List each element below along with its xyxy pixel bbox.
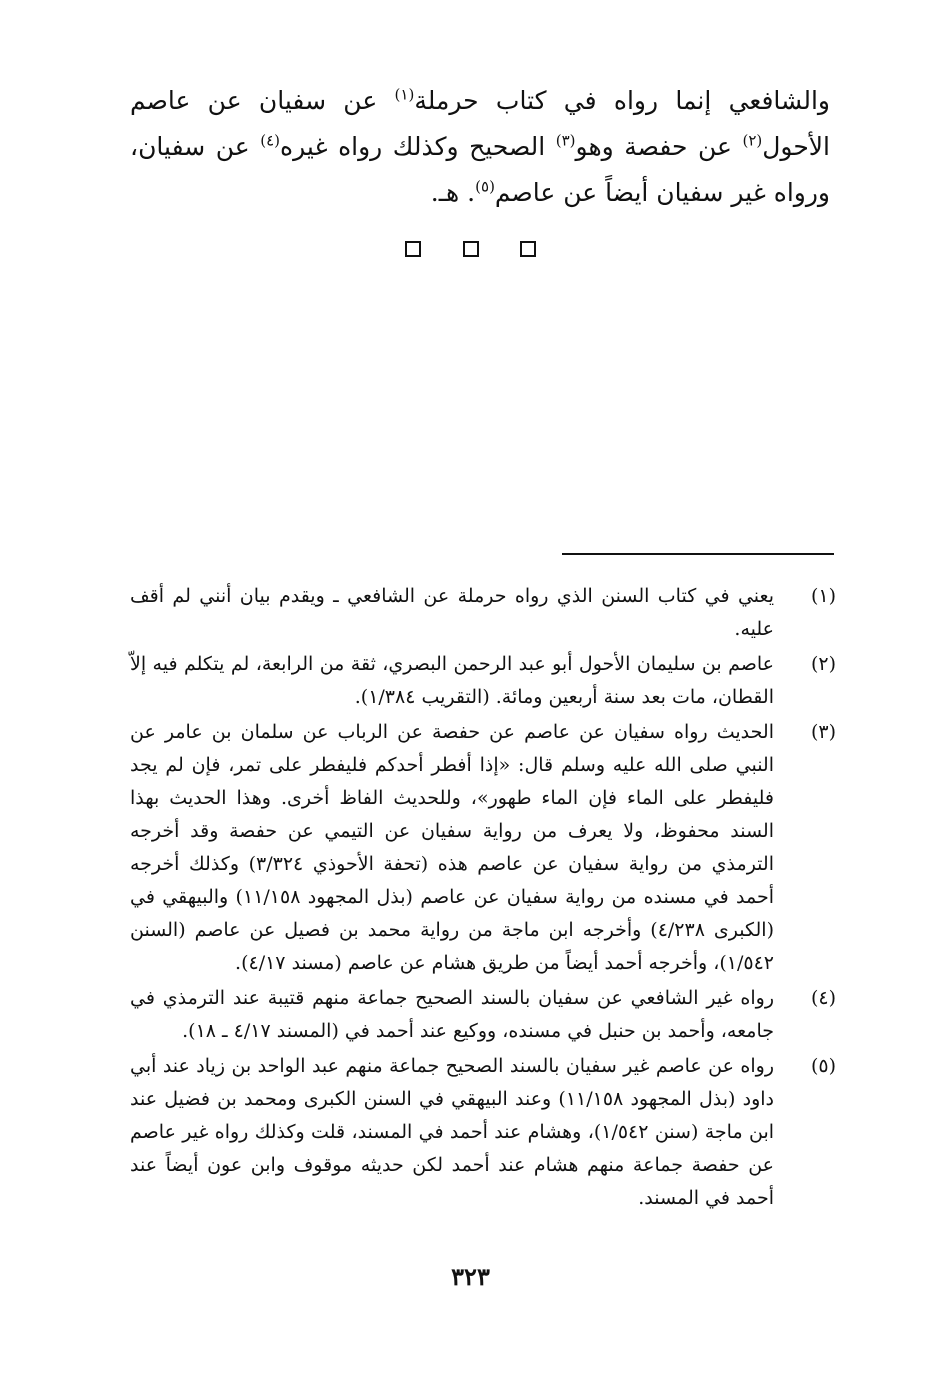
main-text-segment: والشافعي إنما رواه في كتاب حرملة [414,86,830,115]
main-text-segment: عن سفيان عن عاصم الأحول [130,86,830,161]
main-text-segment: عن حفصة وهو [575,132,743,161]
footnote-ref-3: (٣) [555,131,576,150]
footnote-number: (٥) [810,1055,836,1077]
footnote-ref-5: (٥) [475,177,495,196]
footnote-text: يعني في كتاب السنن الذي رواه حرملة عن الشافعي ـ ويقدم بيان أنني لم أقف عليه. [130,585,774,640]
main-text-segment: عن سفيان، ورواه غير سفيان أيضاً عن عاصم [130,132,830,207]
footnote-divider [562,553,834,555]
footnote-ref-1: (١) [394,85,415,104]
footnote-text: الحديث رواه سفيان عن عاصم عن حفصة عن الرباب عن سلمان بن عامر عن النبي صلى الله عليه وسلم قال: «إذا أفطر أحدكم فليفطر على تمر، فإن لم يجد فليفطر على الماء فإن الماء طهور»، وللحديث الفاظ أخرى. وهذا الحديث بهذا السند محفوظ، ولا يعرف من رواية سفيان عن التيمي عن حفصة وقد أخرجه الترمذي من رواية سفيان عن عاصم هذه (تحفة الأحوذي ٣/٣٢٤) وكذلك أخرجه أحمد في مسنده من رواية سفيان عن عاصم (بذل المجهود ١١/١٥٨) والبيهقي في (الكبرى ٤/٢٣٨) وأخرجه ابن ماجة من رواية محمد بن فصيل عن عاصم (السنن ١/٥٤٢)، وأخرجه أحمد أيضاً من طريق هشام عن عاصم (مسند ٤/١٧). [130,721,775,974]
footnote-item [130,580,836,646]
footnote-item [130,648,836,714]
footnote-text: عاصم بن سليمان الأحول أبو عبد الرحمن البصري، ثقة من الرابعة، لم يتكلم فيه إلاّ القطان، مات بعد سنة أربعين ومائة. (التقريب ١/٣٨٤). [130,653,774,708]
square-ornament-icon [463,241,479,257]
main-text-segment: الصحيح وكذلك رواه غيره [280,132,556,161]
page-number: ٣٢٣ [451,1262,490,1291]
footnote-number: (٤) [810,987,836,1009]
footnote-ref-4: (٤) [260,131,281,150]
footnotes-section [130,580,836,1217]
main-text-segment: . هـ. [430,178,476,207]
footnote-item [130,982,836,1048]
section-separator [0,238,941,257]
footnote-ref-2: (٢) [742,131,763,150]
footnote-item [130,1050,836,1215]
main-paragraph [130,78,830,216]
square-ornament-icon [520,241,536,257]
footnote-text: رواه عن عاصم غير سفيان بالسند الصحيح جماعة منهم عبد الواحد بن زياد عند أبي داود (بذل المجهود ١١/١٥٨) وعند البيهقي في السنن الكبرى ومحمد بن فضيل عند ابن ماجة (سنن ١/٥٤٢)، وهشام عند أحمد في المسند، قلت وكذلك رواه غير عاصم عن حفصة جماعة منهم هشام عند أحمد لكن حديثه موقوف وابن عون أيضاً عند أحمد في المسند. [130,1055,775,1209]
footnote-number: (٢) [810,653,836,675]
footnote-number: (٣) [810,721,836,743]
footnote-number: (١) [810,585,836,607]
square-ornament-icon [405,241,421,257]
footnote-text: رواه غير الشافعي عن سفيان بالسند الصحيح جماعة منهم قتيبة عند الترمذي في جامعه، وأحمد بن حنبل في مسنده، ووكيع عند أحمد في (المسند ٤/١٧ ـ ١٨). [130,987,774,1042]
footnote-item [130,716,836,980]
